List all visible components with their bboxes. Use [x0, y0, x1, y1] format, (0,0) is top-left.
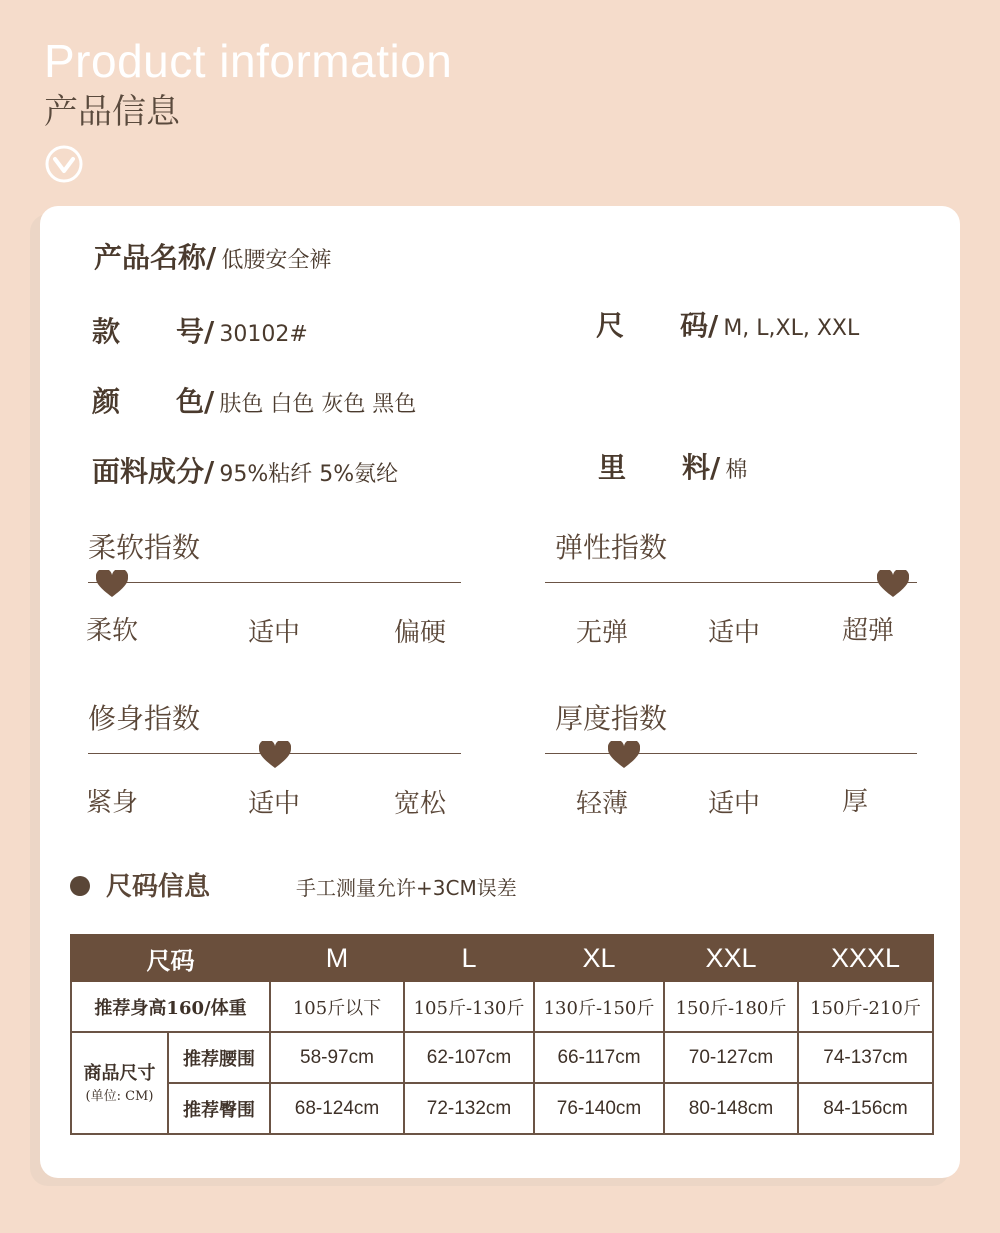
softness-tick-1: 适中 [248, 618, 301, 648]
info-model-label: 款 号/ [92, 315, 215, 348]
chevron-down-circle-icon [44, 144, 84, 184]
info-fabric-label: 面料成分/ [92, 455, 215, 488]
info-lining-value: 棉 [725, 458, 748, 483]
elasticity-heart-marker [877, 570, 909, 598]
height-weight-label: 推荐身高160/体重 [71, 981, 270, 1032]
hip-cell-m: 68-124cm [270, 1083, 404, 1134]
info-color-value: 肤色 白色 灰色 黑色 [219, 392, 417, 417]
size-section-title: 尺码信息 [106, 872, 211, 902]
softness-index-title: 柔软指数 [88, 531, 201, 564]
elasticity-index-track [545, 582, 917, 583]
thickness-index-track [545, 753, 917, 754]
waist-cell-xl: 66-117cm [534, 1032, 664, 1083]
size-section-bullet [70, 876, 90, 896]
fit-tick-2: 宽松 [394, 789, 447, 819]
softness-index-track [88, 582, 461, 583]
softness-tick-0: 柔软 [86, 616, 139, 646]
size-header-xl: XL [534, 935, 664, 981]
waist-cell-l: 62-107cm [404, 1032, 534, 1083]
fit-heart-marker [259, 741, 291, 769]
product-size-label-cell [71, 1032, 168, 1134]
weight-cell-m: 105斤以下 [270, 981, 404, 1032]
elasticity-index-title: 弹性指数 [555, 531, 668, 564]
info-fabric-row [92, 450, 398, 490]
info-size-value: M, L,XL, XXL [723, 316, 860, 341]
weight-cell-l: 105斤-130斤 [404, 981, 534, 1032]
page-title-en: Product information [44, 35, 453, 87]
info-name-row [94, 236, 331, 276]
hip-cell-xl: 76-140cm [534, 1083, 664, 1134]
size-table [70, 934, 934, 1135]
size-header-l: L [404, 935, 534, 981]
waist-cell-xxxl: 74-137cm [798, 1032, 933, 1083]
info-lining-row [598, 446, 747, 486]
size-header-xxxl: XXXL [798, 935, 933, 981]
fit-index-title: 修身指数 [88, 702, 201, 735]
size-table-header-row [71, 935, 933, 981]
elasticity-tick-1: 适中 [708, 618, 761, 648]
size-header-xxl: XXL [664, 935, 798, 981]
hip-cell-l: 72-132cm [404, 1083, 534, 1134]
elasticity-tick-2: 超弹 [842, 616, 895, 646]
table-row [71, 981, 933, 1032]
hip-cell-xxl: 80-148cm [664, 1083, 798, 1134]
hip-label: 推荐臀围 [168, 1083, 270, 1134]
table-row [71, 1083, 933, 1134]
info-name-label: 产品名称/ [94, 241, 217, 274]
fit-tick-1: 适中 [248, 789, 301, 819]
info-model-row [92, 310, 308, 350]
table-row [71, 1032, 933, 1083]
thickness-tick-0: 轻薄 [576, 789, 629, 819]
elasticity-tick-0: 无弹 [576, 618, 629, 648]
waist-label: 推荐腰围 [168, 1032, 270, 1083]
hip-cell-xxxl: 84-156cm [798, 1083, 933, 1134]
info-size-row [596, 304, 859, 344]
thickness-heart-marker [608, 741, 640, 769]
info-name-value: 低腰安全裤 [221, 248, 332, 273]
page-title-cn: 产品信息 [44, 92, 180, 132]
softness-heart-marker [96, 570, 128, 598]
weight-cell-xl: 130斤-150斤 [534, 981, 664, 1032]
unit-label: (单位: CM) [85, 1088, 154, 1104]
info-model-value: 30102# [219, 322, 308, 347]
info-color-label: 颜 色/ [92, 385, 215, 418]
info-lining-label: 里 料/ [598, 451, 721, 484]
size-section-note: 手工测量允许+3CM误差 [296, 876, 517, 900]
info-color-row [92, 380, 416, 420]
weight-cell-xxl: 150斤-180斤 [664, 981, 798, 1032]
size-header-label: 尺码 [71, 935, 270, 981]
fit-tick-0: 紧身 [86, 788, 139, 818]
size-header-m: M [270, 935, 404, 981]
info-fabric-value: 95%粘纤 5%氨纶 [219, 462, 399, 487]
thickness-index-title: 厚度指数 [555, 702, 668, 735]
waist-cell-xxl: 70-127cm [664, 1032, 798, 1083]
thickness-tick-2: 厚 [842, 787, 869, 817]
thickness-tick-1: 适中 [708, 789, 761, 819]
product-size-label: 商品尺寸 [83, 1062, 156, 1084]
waist-cell-m: 58-97cm [270, 1032, 404, 1083]
weight-cell-xxxl: 150斤-210斤 [798, 981, 933, 1032]
info-size-label: 尺 码/ [596, 309, 719, 342]
softness-tick-2: 偏硬 [394, 618, 447, 648]
